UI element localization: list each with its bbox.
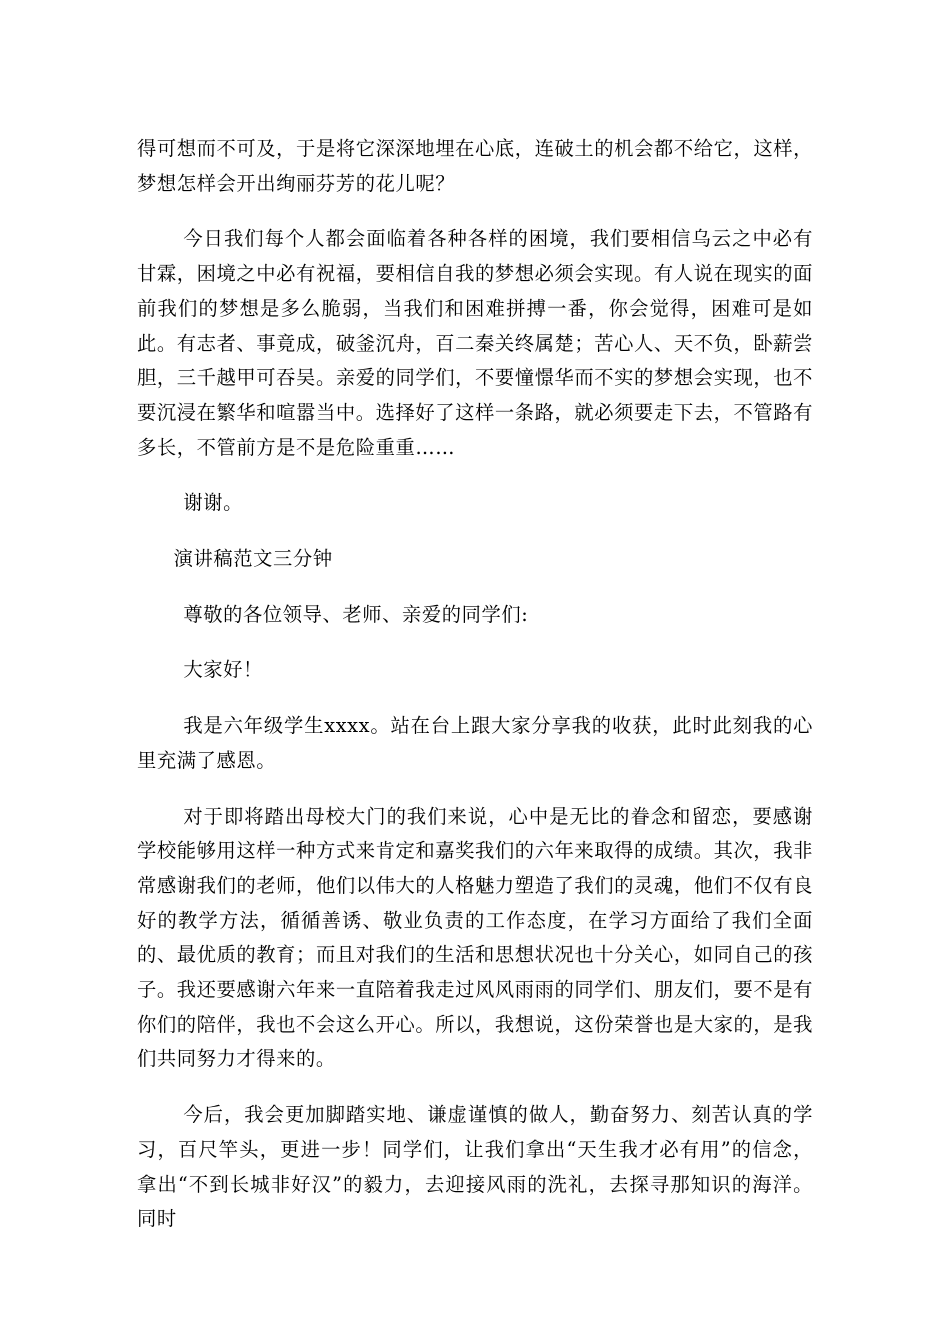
- paragraph-dreams: 今日我们每个人都会面临着各种各样的困境，我们要相信乌云之中必有甘霖，困境之中必有祝福，要相信自我的梦想必须会实现。有人说在现实的面前我们的梦想是多么脆弱，当我们和困难拼搏一番，你会觉得，困难可是如此。有志者、事竟成，破釜沉舟，百二秦关终属楚；苦心人、天不负，卧薪尝胆，三千越甲可吞吴。亲爱的同学们，不要憧憬华而不实的梦想会实现，也不要沉浸在繁华和喧嚣当中。选择好了这样一条路，就必须要走下去，不管路有多长，不管前方是不是危险重重……: [137, 227, 813, 459]
- paragraph-greeting: 大家好！: [183, 658, 263, 682]
- section-title: 演讲稿范文三分钟: [173, 547, 333, 571]
- paragraph-gratitude: 对于即将踏出母校大门的我们来说，心中是无比的眷念和留恋，要感谢学校能够用这样一种方式来肯定和嘉奖我们的六年来取得的成绩。其次，我非常感谢我们的老师，他们以伟大的人格魅力塑造了我们的灵魂，他们不仅有良好的教学方法，循循善诱、敬业负责的工作态度，在学习方面给了我们全面的、最优质的教育；而且对我们的生活和思想状况也十分关心，如同自己的孩子。我还要感谢六年来一直陪着我走过风风雨雨的同学们、朋友们，要不是有你们的陪伴，我也不会这么开心。所以，我想说，这份荣誉也是大家的，是我们共同努力才得来的。: [137, 804, 813, 1071]
- paragraph-continuation: 得可想而不可及，于是将它深深地埋在心底，连破土的机会都不给它，这样，梦想怎样会开出绚丽芬芳的花儿呢？: [137, 137, 813, 195]
- paragraph-salutation: 尊敬的各位领导、老师、亲爱的同学们:: [183, 602, 529, 626]
- paragraph-intro: 我是六年级学生xxxx。站在台上跟大家分享我的收获，此时此刻我的心里充满了感恩。: [137, 714, 813, 772]
- document-body: [137, 132, 813, 1258]
- paragraph-thanks: 谢谢。: [183, 491, 243, 515]
- paragraph-future: 今后，我会更加脚踏实地、谦虚谨慎的做人，勤奋努力、刻苦认真的学习，百尺竿头，更进一步！同学们，让我们拿出“天生我才必有用”的信念，拿出“不到长城非好汉”的毅力，去迎接风雨的洗礼，去探寻那知识的海洋。同时: [137, 1103, 813, 1231]
